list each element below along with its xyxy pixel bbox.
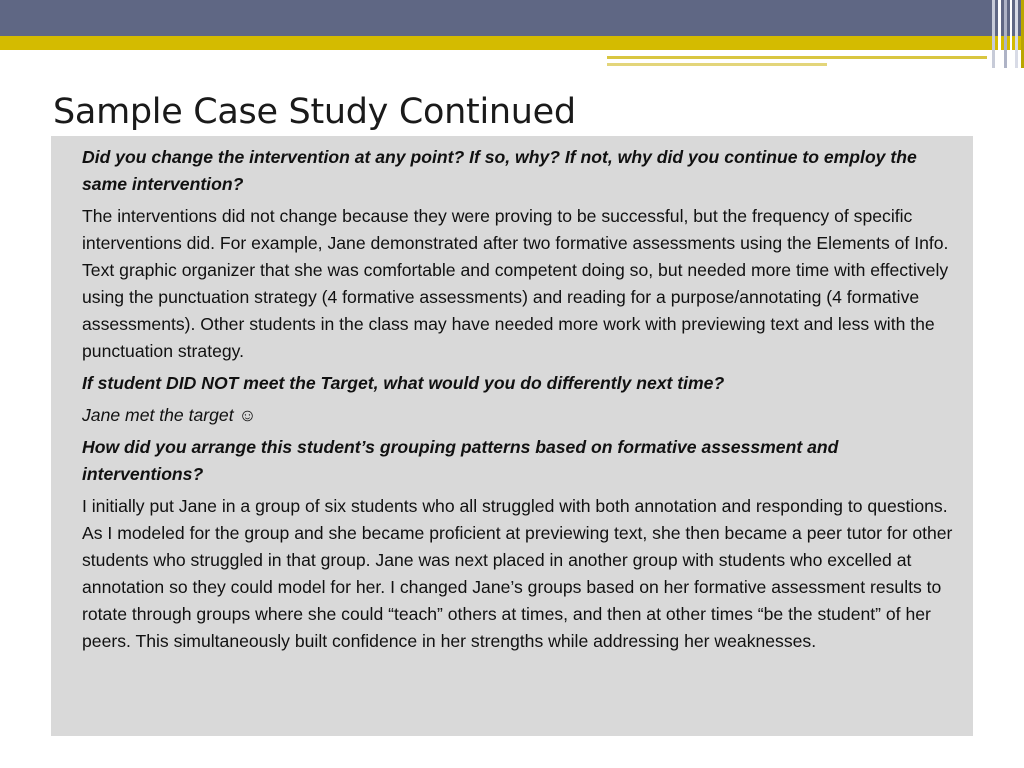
answer-intervention-change: The interventions did not change because they were proving to be successful, but the frequency of specific interventions did. For example, Jane demonstrated after two formative assessments using the Elements of Info. Text graphic organizer that she was comfortable and competent doing so, but needed more time with effectively using the punctuation strategy (4 formative assessments) and reading for a purpose/annotating (4 formative assessments). Other students in the class may have needed more work with previewing text and less with the punctuation strategy. (82, 206, 949, 361)
header-band (0, 0, 1024, 36)
slide-title: Sample Case Study Continued (53, 92, 576, 132)
answer-grouping-patterns: I initially put Jane in a group of six students who all struggled with both annotation and responding to questions. As I modeled for the group and she became proficient at previewing text, she then became a peer tutor for other students who struggled in that group. Jane was next placed in another group with students who excelled at annotation so they could model for her. I changed Jane’s groups based on her formative assessment results to rotate through groups where she could “teach” others at times, and then at other times “be the student” of her peers. This simultaneously built confidence in her strengths while addressing her weaknesses. (82, 496, 953, 651)
accent-highlight (827, 54, 947, 56)
accent-line-short (607, 63, 827, 66)
question-intervention-change: Did you change the intervention at any point? If so, why? If not, why did you continue to employ the same intervention? (82, 147, 917, 194)
accent-line (607, 56, 987, 59)
accent-band (0, 36, 1024, 50)
question-target-not-met: If student DID NOT meet the Target, what would you do differently next time? (82, 373, 725, 393)
question-grouping-patterns: How did you arrange this student’s grouping patterns based on formative assessment and interventions? (82, 437, 839, 484)
content-body (82, 144, 962, 660)
decorative-stripes (992, 0, 1024, 68)
answer-target-met: Jane met the target ☺ (82, 405, 257, 425)
content-box (51, 136, 973, 736)
